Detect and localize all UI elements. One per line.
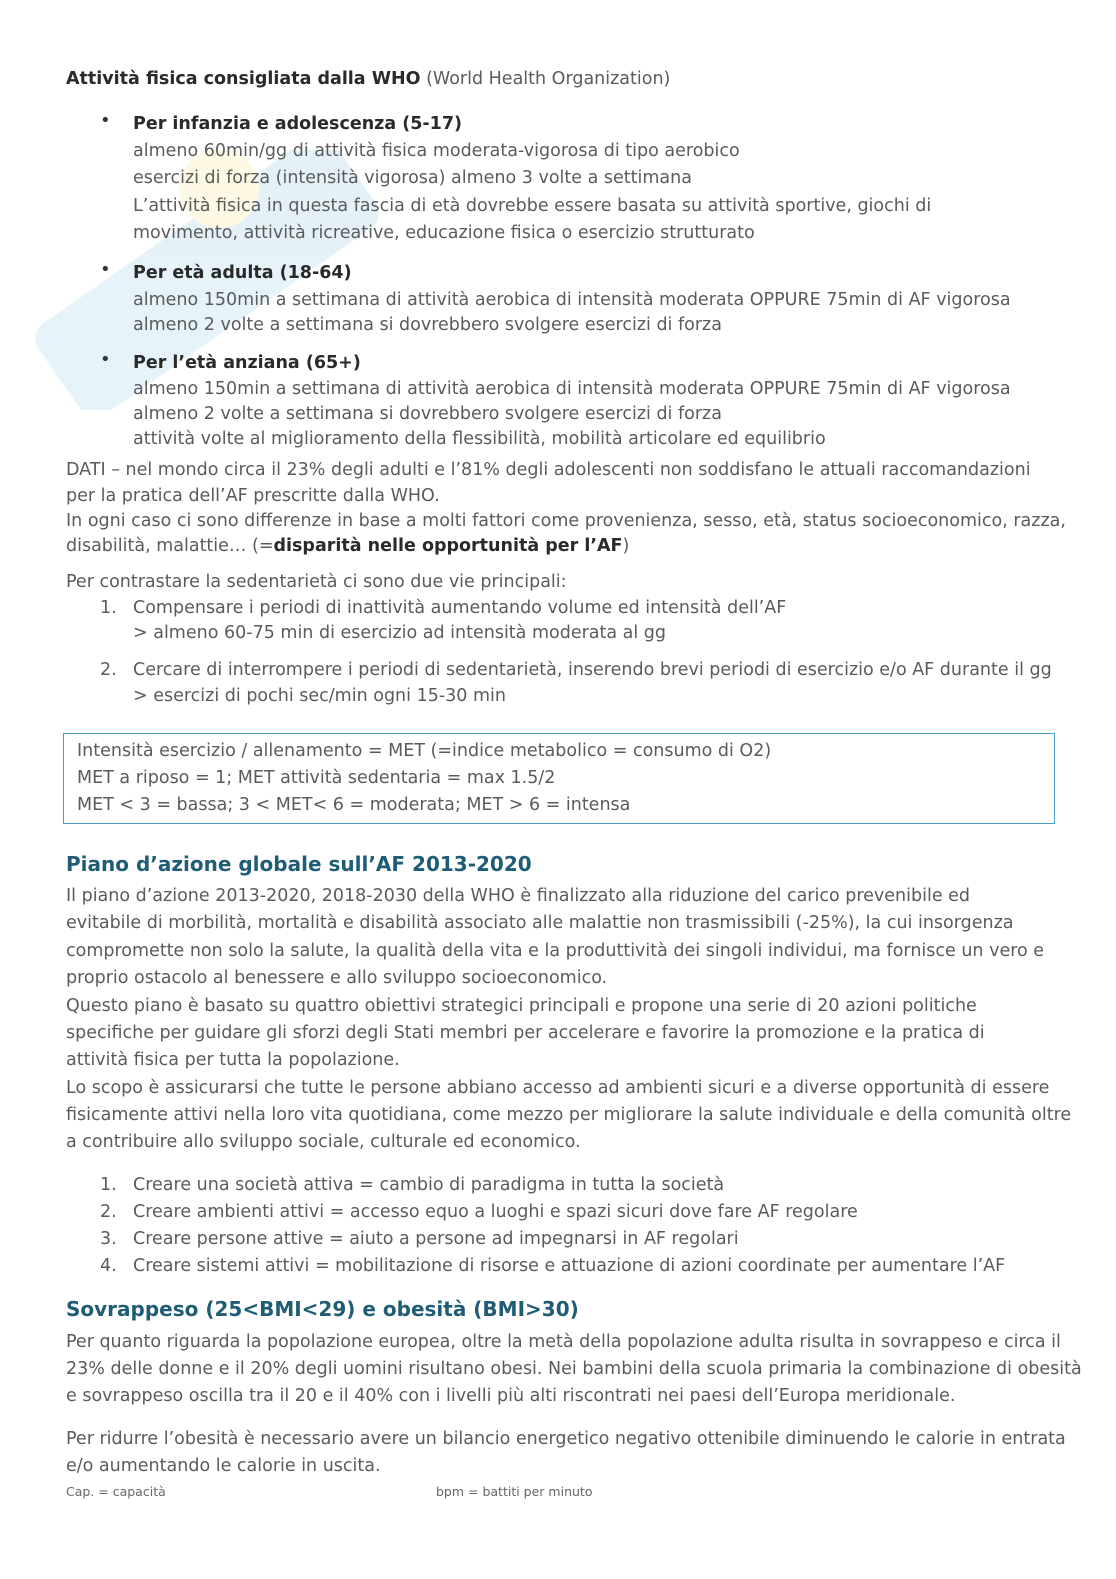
piano-line: Lo scopo è assicurarsi che tutte le persone abbiano accesso ad ambienti sicuri e a diverse opportunità di essere [66, 1078, 1050, 1098]
section-heading-piano: Piano d’azione globale sull’AF 2013-2020 [66, 852, 532, 876]
sec2-line: almeno 150min a settimana di attività aerobica di intensità moderata OPPURE 75min di AF vigorosa [133, 290, 1011, 310]
piano-line: fisicamente attivi nella loro vita quotidiana, come mezzo per migliorare la salute individuale e della comunità oltre [66, 1105, 1072, 1125]
sec3-line: almeno 2 volte a settimana si dovrebbero svolgere esercizi di forza [133, 404, 722, 424]
dati-line: DATI – nel mondo circa il 23% degli adulti e l’81% degli adolescenti non soddisfano le attuali raccomandazioni [66, 460, 1031, 480]
sedentarieta-intro: Per contrastare la sedentarietà ci sono due vie principali: [66, 572, 567, 592]
list-number: 1. [100, 598, 117, 618]
dati-line: In ogni caso ci sono differenze in base a molti fattori come provenienza, sesso, età, status socioeconomico, razza, [66, 511, 1066, 531]
list-item: Creare ambienti attivi = accesso equo a luoghi e spazi sicuri dove fare AF regolare [133, 1202, 858, 1222]
met-line: MET a riposo = 1; MET attività sedentaria = max 1.5/2 [77, 768, 556, 788]
list-item: Creare persone attive = aiuto a persone ad impegnarsi in AF regolari [133, 1229, 739, 1249]
obesita-line: Per quanto riguarda la popolazione europea, oltre la metà della popolazione adulta risulta in sovrappeso e circa il [66, 1332, 1061, 1352]
sec3-heading: Per l’età anziana (65+) [133, 353, 361, 373]
met-line: Intensità esercizio / allenamento = MET (=indice metabolico = consumo di O2) [77, 741, 772, 761]
sec3-line: almeno 150min a settimana di attività aerobica di intensità moderata OPPURE 75min di AF vigorosa [133, 379, 1011, 399]
piano-line: proprio ostacolo al benessere e allo sviluppo socioeconomico. [66, 968, 608, 988]
footer-note-left: Cap. = capacità [66, 1484, 166, 1499]
title-normal: (World Health Organization) [420, 69, 671, 89]
list-item: Creare sistemi attivi = mobilitazione di risorse e attuazione di azioni coordinate per aumentare l’AF [133, 1256, 1006, 1276]
title-bold: Attività fisica consigliata dalla WHO [66, 69, 421, 89]
obesita-line: e/o aumentando le calorie in uscita. [66, 1456, 381, 1476]
list-item-sub: > almeno 60-75 min di esercizio ad intensità moderata al gg [133, 623, 667, 643]
page-title [66, 66, 670, 93]
piano-line: attività fisica per tutta la popolazione. [66, 1050, 400, 1070]
sec1-line: movimento, attività ricreative, educazione fisica o esercizio strutturato [133, 223, 755, 243]
dati-text: disabilità, malattie… (= [66, 536, 274, 556]
obesita-line: e sovrappeso oscilla tra il 20 e il 40% con i livelli più alti riscontrati nei paesi dell’Europa meridionale. [66, 1386, 956, 1406]
list-number: 4. [100, 1256, 117, 1276]
list-item: Cercare di interrompere i periodi di sedentarietà, inserendo brevi periodi di esercizio e/o AF durante il gg [133, 660, 1052, 680]
piano-line: Il piano d’azione 2013-2020, 2018-2030 della WHO è finalizzato alla riduzione del carico prevenibile ed [66, 886, 971, 906]
dati-emphasis: disparità nelle opportunità per l’AF [273, 536, 623, 556]
obesita-line: 23% delle donne e il 20% degli uomini risultano obesi. Nei bambini della scuola primaria la combinazione di obesità [66, 1359, 1082, 1379]
sec2-heading: Per età adulta (18-64) [133, 263, 352, 283]
piano-line: Questo piano è basato su quattro obiettivi strategici principali e propone una serie di 20 azioni politiche [66, 996, 977, 1016]
list-number: 1. [100, 1175, 117, 1195]
section-heading-obesita: Sovrappeso (25<BMI<29) e obesità (BMI>30) [66, 1297, 579, 1321]
list-item: Creare una società attiva = cambio di paradigma in tutta la società [133, 1175, 725, 1195]
piano-line: specifiche per guidare gli sforzi degli Stati membri per accelerare e favorire la promozione e la pratica di [66, 1023, 985, 1043]
list-number: 2. [100, 1202, 117, 1222]
bullet-icon: • [100, 259, 111, 280]
list-item-sub: > esercizi di pochi sec/min ogni 15-30 min [133, 686, 506, 706]
dati-line: per la pratica dell’AF prescritte dalla WHO. [66, 486, 440, 506]
dati-line [66, 533, 629, 560]
sec1-line: almeno 60min/gg di attività fisica moderata-vigorosa di tipo aerobico [133, 141, 740, 161]
sec3-line: attività volte al miglioramento della flessibilità, mobilità articolare ed equilibrio [133, 429, 826, 449]
sec1-line: esercizi di forza (intensità vigorosa) almeno 3 volte a settimana [133, 168, 692, 188]
bullet-icon: • [100, 349, 111, 370]
piano-line: a contribuire allo sviluppo sociale, culturale ed economico. [66, 1132, 581, 1152]
sec1-heading: Per infanzia e adolescenza (5-17) [133, 114, 463, 134]
sec1-line: L’attività fisica in questa fascia di età dovrebbe essere basata su attività sportive, giochi di [133, 196, 932, 216]
footer-note-right: bpm = battiti per minuto [436, 1484, 593, 1499]
sec2-line: almeno 2 volte a settimana si dovrebbero svolgere esercizi di forza [133, 315, 722, 335]
piano-line: evitabile di morbilità, mortalità e disabilità associato alle malattie non trasmissibili (-25%), la cui insorgenza [66, 913, 1014, 933]
obesita-line: Per ridurre l’obesità è necessario avere un bilancio energetico negativo ottenibile diminuendo le calorie in entrata [66, 1429, 1066, 1449]
bullet-icon: • [100, 110, 111, 131]
list-item: Compensare i periodi di inattività aumentando volume ed intensità dell’AF [133, 598, 787, 618]
dati-text: ) [622, 536, 630, 556]
piano-line: compromette non solo la salute, la qualità della vita e la produttività dei singoli individui, ma fornisce un vero e [66, 941, 1045, 961]
list-number: 3. [100, 1229, 117, 1249]
met-line: MET < 3 = bassa; 3 < MET< 6 = moderata; MET > 6 = intensa [77, 795, 631, 815]
list-number: 2. [100, 660, 117, 680]
